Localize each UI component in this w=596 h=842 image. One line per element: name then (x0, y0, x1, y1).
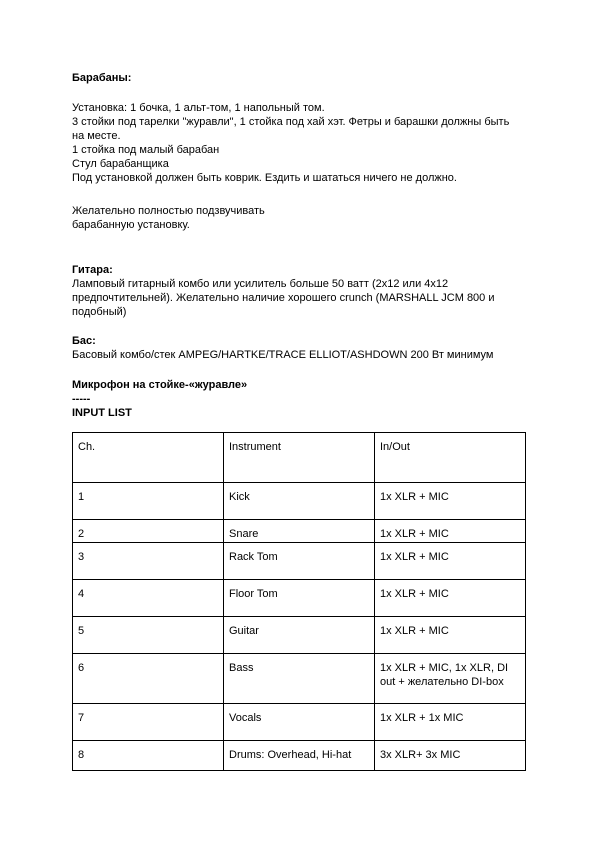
table-row (73, 520, 526, 543)
table-row (73, 543, 526, 580)
guitar-line: Ламповый гитарный комбо или усилитель больше 50 ватт (2x12 или 4x12 (72, 278, 449, 290)
table-row (73, 580, 526, 617)
in-out-cell: 1x XLR + MIC, 1x XLR, DI out + желательно DI-box (375, 654, 526, 704)
header-instrument: Instrument (224, 433, 375, 483)
drums-setup (72, 101, 524, 185)
drums-line: на месте. (72, 130, 121, 142)
instrument-cell: Drums: Overhead, Hi-hat (224, 741, 375, 771)
instrument-cell: Guitar (224, 617, 375, 654)
drums-line: 1 стойка под малый барабан (72, 144, 220, 156)
separator: ----- (72, 393, 91, 405)
in-out-cell: 1x XLR + 1x MIC (375, 704, 526, 741)
channel-cell: 6 (73, 654, 224, 704)
in-out-cell: 1x XLR + MIC (375, 483, 526, 520)
in-out-cell: 3x XLR+ 3x MIC (375, 741, 526, 771)
drums-line: 3 стойки под тарелки "журавли", 1 стойка под хай хэт. Фетры и барашки должны быть (72, 116, 510, 128)
in-out-cell: 1x XLR + MIC (375, 617, 526, 654)
table-row (73, 741, 526, 771)
channel-cell: 7 (73, 704, 224, 741)
drums-section (72, 71, 524, 85)
drums-note (72, 204, 524, 232)
mic-section (72, 378, 524, 420)
guitar-line: предпочтительней). Желательно наличие хорошего crunch (MARSHALL JCM 800 и (72, 292, 495, 304)
channel-cell: 1 (73, 483, 224, 520)
bass-section (72, 334, 524, 362)
header-channel: Ch. (73, 433, 224, 483)
channel-cell: 4 (73, 580, 224, 617)
input-list-title: INPUT LIST (72, 407, 132, 419)
instrument-cell: Floor Tom (224, 580, 375, 617)
drums-note-line: барабанную установку. (72, 219, 190, 231)
drums-note-line: Желательно полностью подзвучивать (72, 205, 265, 217)
bass-line: Басовый комбо/стек AMPEG/HARTKE/TRACE ELLIOT/ASHDOWN 200 Вт минимум (72, 349, 494, 361)
channel-cell: 2 (73, 520, 224, 543)
input-list-table (72, 432, 526, 771)
mic-heading: Микрофон на стойке-«журавле» (72, 379, 248, 391)
drums-line: Установка: 1 бочка, 1 альт-том, 1 напольный том. (72, 102, 325, 114)
drums-line: Под установкой должен быть коврик. Ездить и шататься ничего не должно. (72, 172, 457, 184)
in-out-cell: 1x XLR + MIC (375, 520, 526, 543)
bass-heading: Бас: (72, 335, 96, 347)
drums-line: Стул барабанщика (72, 158, 169, 170)
table-row (73, 483, 526, 520)
instrument-cell: Kick (224, 483, 375, 520)
table-row (73, 654, 526, 704)
in-out-cell: 1x XLR + MIC (375, 580, 526, 617)
instrument-cell: Vocals (224, 704, 375, 741)
guitar-line: подобный) (72, 306, 127, 318)
drums-heading: Барабаны: (72, 72, 132, 84)
table-row (73, 617, 526, 654)
header-in-out: In/Out (375, 433, 526, 483)
instrument-cell: Rack Tom (224, 543, 375, 580)
guitar-section (72, 263, 524, 319)
channel-cell: 5 (73, 617, 224, 654)
channel-cell: 8 (73, 741, 224, 771)
in-out-cell: 1x XLR + MIC (375, 543, 526, 580)
instrument-cell: Bass (224, 654, 375, 704)
channel-cell: 3 (73, 543, 224, 580)
instrument-cell: Snare (224, 520, 375, 543)
table-header-row (73, 433, 526, 483)
guitar-heading: Гитара: (72, 264, 113, 276)
table-row (73, 704, 526, 741)
